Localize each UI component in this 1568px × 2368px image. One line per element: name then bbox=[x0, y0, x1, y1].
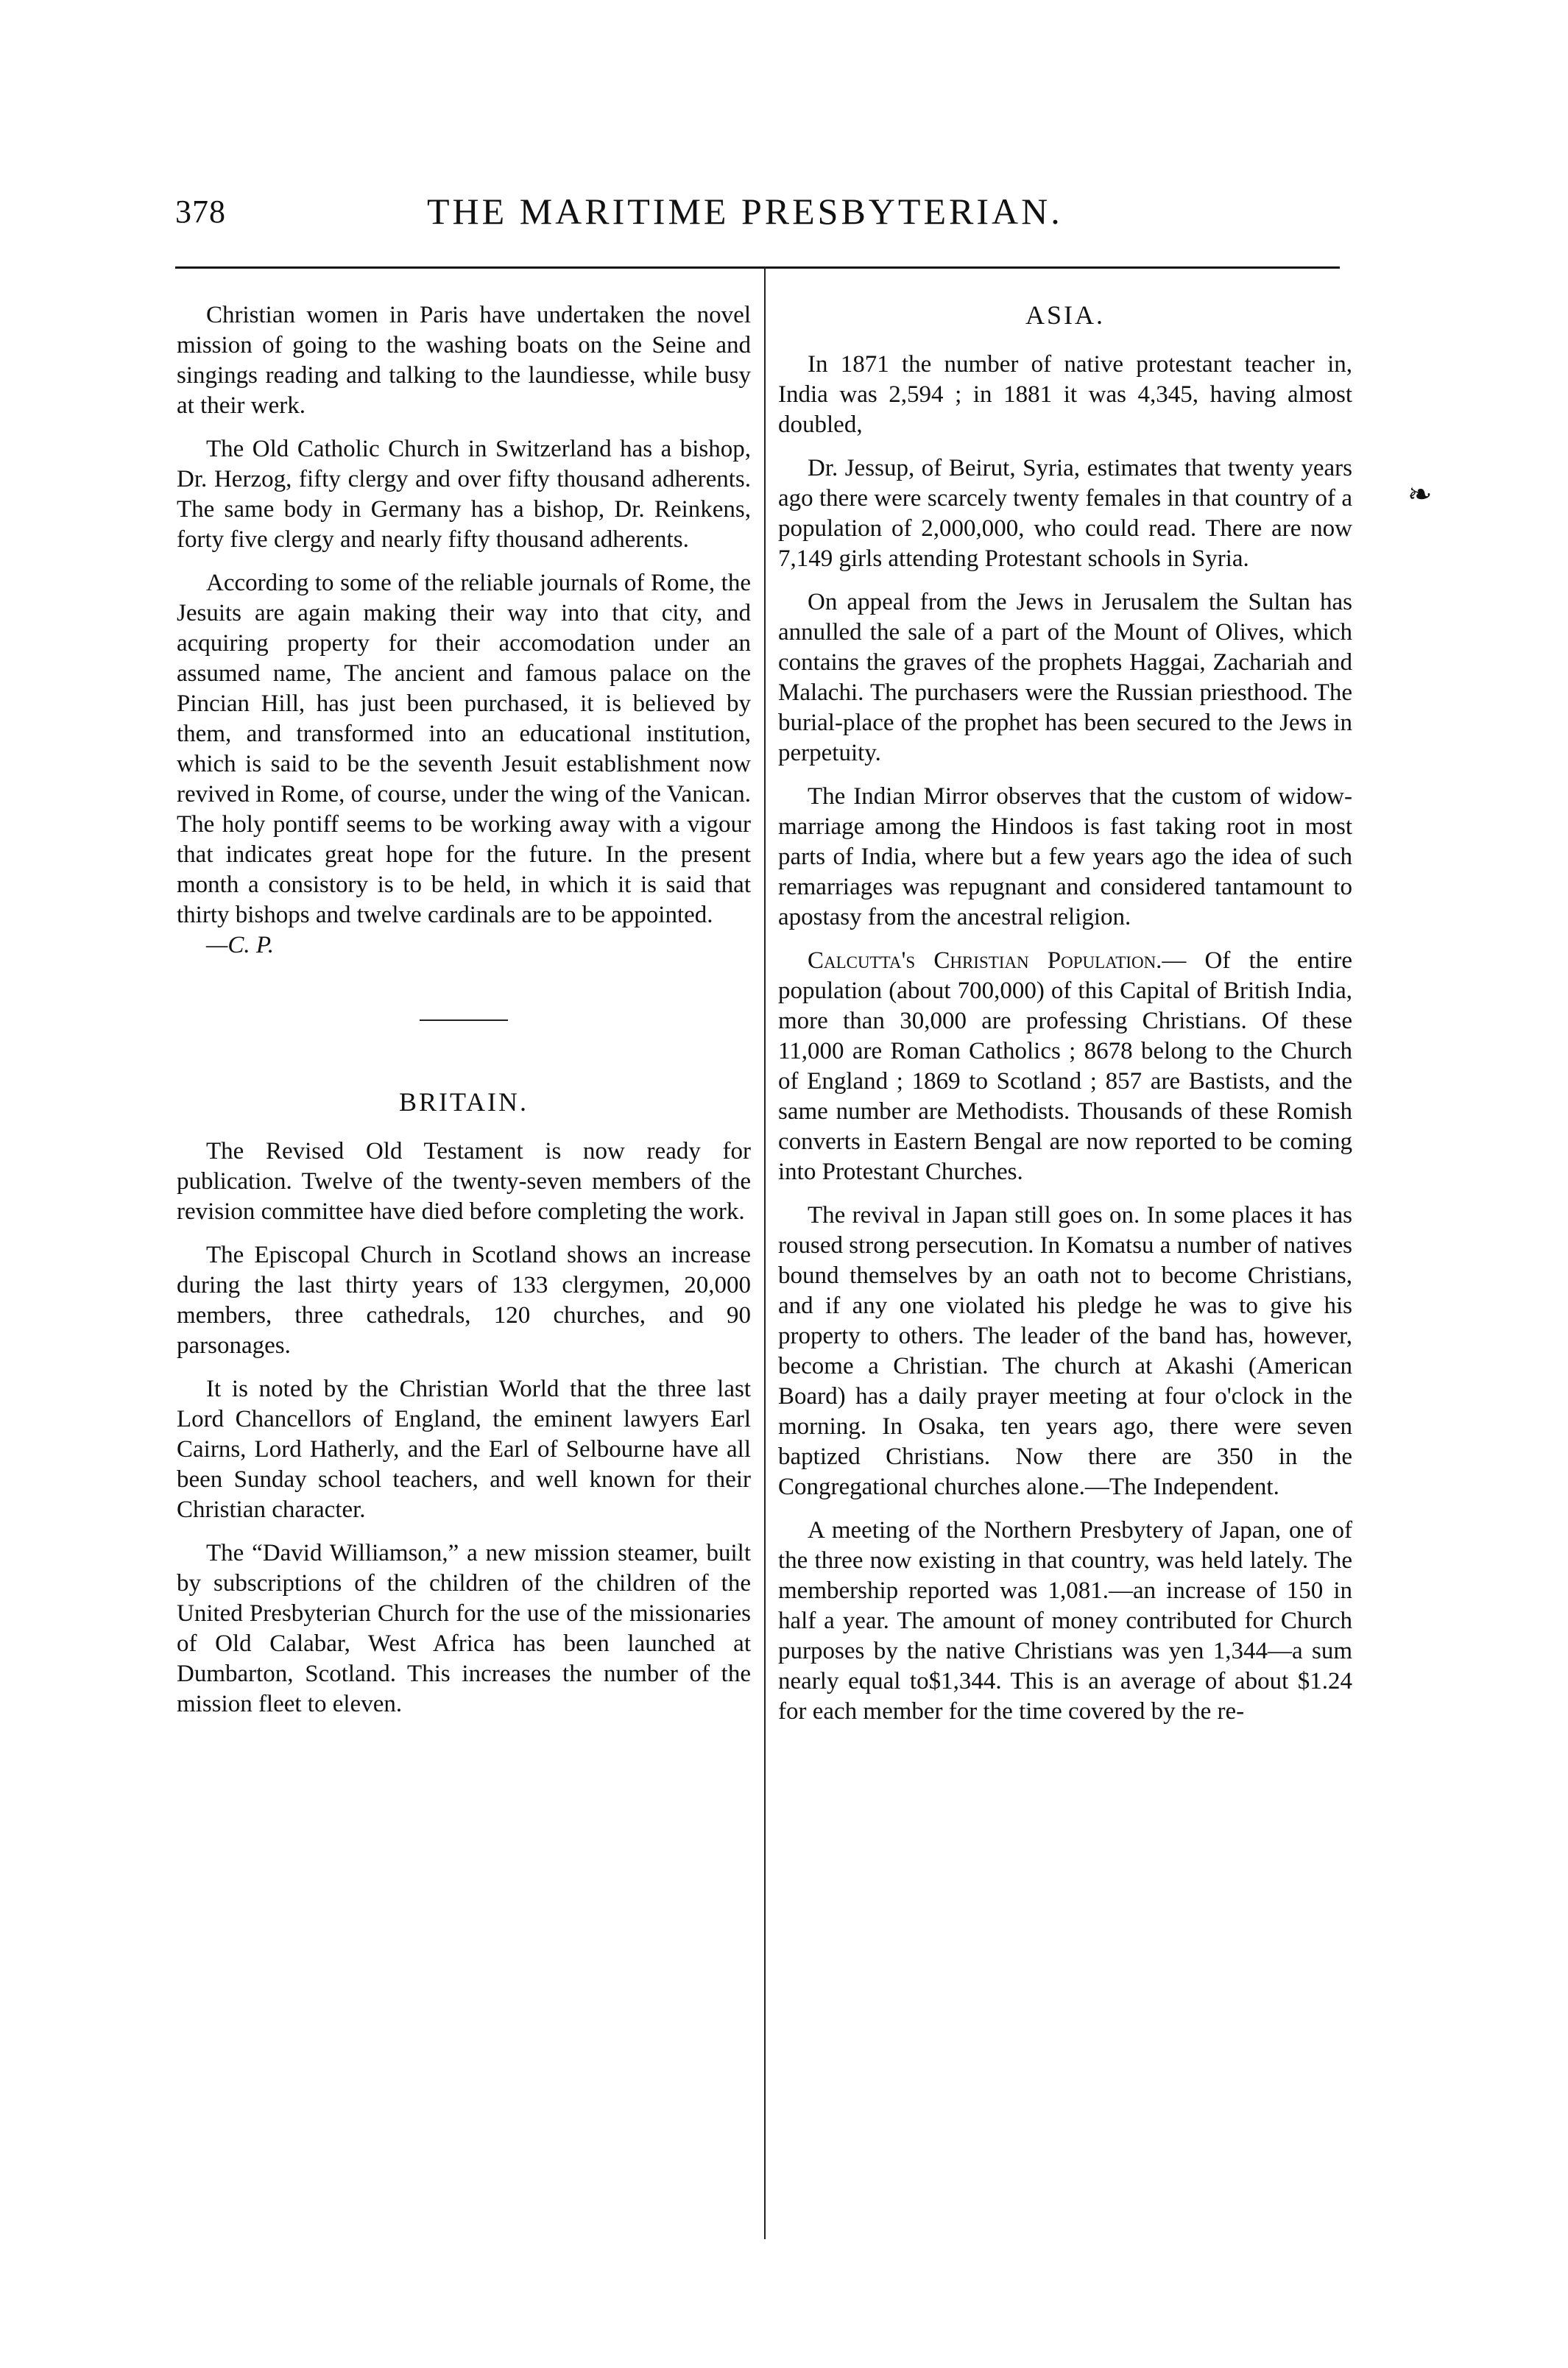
paragraph-indian-mirror: The Indian Mirror observes that the custom of widow-marriage among the Hindoos is fast taking root in most parts of India, where but a few years ago the idea of such remarriages was repugnant and considered tantamount to apostasy from the ancestral religion. bbox=[778, 783, 1352, 930]
paragraph-northern-presbytery: A meeting of the Northern Presbytery of Japan, one of the three now existing in that country, was held lately. The membership reported was 1,081.—an increase of 150 in half a year. The amount of money contributed for Church purposes by the native Christians was yen 1,344—a sum nearly equal to$1,344. This is an average of about $1.24 for each member for the time covered by the re- bbox=[778, 1517, 1352, 1725]
paragraph-mission-steamer: The “David Williamson,” a new mission steamer, built by subscriptions of the children of the children of the United Presbyterian Church for the use of the missionaries of Old Calabar, West Africa has been launched at Dumbarton, Scotland. This increases the number of the mission fleet to eleven. bbox=[177, 1540, 751, 1717]
paragraph-calcutta bbox=[778, 946, 1352, 1187]
paragraph-mount-of-olives: On appeal from the Jews in Jerusalem the Sultan has annulled the sale of a part of the Mount of Olives, which contains the graves of the prophets Haggai, Zachariah and Malachi. The purchasers were the Russian priesthood. The burial-place of the prophet has been secured to the Jews in perpetuity. bbox=[778, 589, 1352, 766]
paragraph-revised-testament: The Revised Old Testament is now ready for publication. Twelve of the twenty-seven members of the revision committee have died before completing the work. bbox=[177, 1138, 751, 1225]
header-rule bbox=[175, 266, 1340, 269]
section-rule bbox=[420, 1019, 508, 1021]
paragraph-episcopal-scotland: The Episcopal Church in Scotland shows an increase during the last thirty years of 133 clergymen, 20,000 members, three cathedrals, 120 churches, and 90 parsonages. bbox=[177, 1242, 751, 1359]
section-heading-britain: BRITAIN. bbox=[398, 1087, 529, 1117]
margin-mark: ❧ bbox=[1408, 478, 1433, 511]
page-number: 378 bbox=[175, 194, 226, 230]
paragraph-lord-chancellors: It is noted by the Christian World that the three last Lord Chancellors of England, the eminent lawyers Earl Cairns, Lord Hatherly, and the Earl of Selbourne have all been Sunday school teachers, and well known for their Christian character. bbox=[177, 1376, 751, 1523]
running-title: THE MARITIME PRESBYTERIAN. bbox=[427, 191, 1063, 232]
section-heading-asia: ASIA. bbox=[1025, 300, 1105, 330]
paragraph-india-teachers: In 1871 the number of native protestant teacher in, India was 2,594 ; in 1881 it was 4,345, having almost doubled, bbox=[778, 351, 1352, 438]
right-column bbox=[778, 300, 1352, 1740]
calcutta-lead: Calcutta's Christian Population.— bbox=[808, 947, 1187, 974]
paragraph-old-catholic: The Old Catholic Church in Switzerland has a bishop, Dr. Herzog, fifty clergy and over fifty thousand adherents. The same body in Germany has a bishop, Dr. Reinkens, forty five clergy and nearly fifty thousand adherents. bbox=[177, 436, 751, 553]
paragraph-syria-schools: Dr. Jessup, of Beirut, Syria, estimates that twenty years ago there were scarcely twenty females in that country of a population of 2,000,000, who could read. There are now 7,149 girls attending Protestant schools in Syria. bbox=[778, 455, 1352, 572]
left-column bbox=[177, 300, 751, 1733]
calcutta-body: Of the entire population (about 700,000) of this Capital of British India, more than 30,000 are professing Christians. Of these 11,000 are Roman Catholics ; 8678 belong to the Church of England ; 1869 to Scotland ; 857 are Bastists, and the same number are Methodists. Thousands of these Romish converts in Eastern Bengal are now reported to be coming into Protestant Churches. bbox=[778, 947, 1353, 1185]
paragraph-paris-women: Christian women in Paris have undertaken the novel mission of going to the washing boats on the Seine and singings reading and talking to the laundiesse, while busy at their werk. bbox=[177, 302, 751, 419]
paragraph-jesuits-rome: According to some of the reliable journals of Rome, the Jesuits are again making their way into that city, and acquiring property for their accomodation under an assumed name, The ancient and famous palace on the Pincian Hill, has just been purchased, it is believed by them, and transformed into an educational institution, which is said to be the seventh Jesuit establishment now revived in Rome, of course, under the wing of the Vanican. The holy pontiff seems to be working away with a vigour that indicates great hope for the future. In the present month a consistory is to be held, in which it is said that thirty bishops and twelve cardinals are to be appointed. bbox=[177, 570, 751, 928]
signature: —C. P. bbox=[206, 932, 275, 958]
paragraph-japan-revival: The revival in Japan still goes on. In some places it has roused strong persecution. In Komatsu a number of natives bound themselves by an oath not to become Christians, and if any one violated his pledge he was to give his property to others. The leader of the band has, however, become a Christian. The church at Akashi (American Board) has a daily prayer meeting at four o'clock in the morning. In Osaka, ten years ago, there were seven baptized Christians. Now there are 350 in the Congregational churches alone.—The Independent. bbox=[778, 1202, 1352, 1500]
column-rule bbox=[764, 266, 766, 2239]
